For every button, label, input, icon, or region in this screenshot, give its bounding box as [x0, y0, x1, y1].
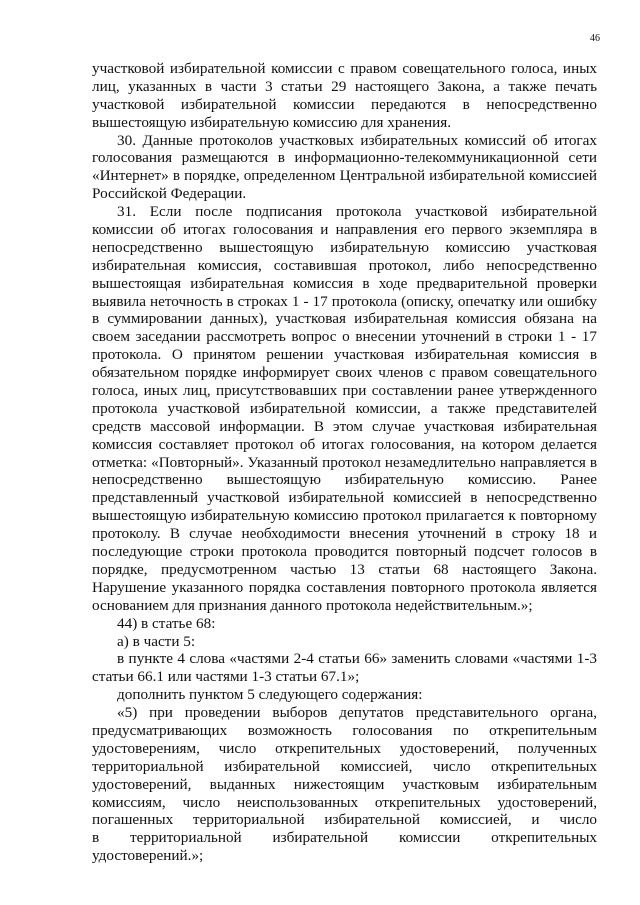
text-line: голосования размещаются в информационно-телекоммуникационной сети — [92, 149, 597, 167]
text-line: комиссии об итогах голосования и направления его первого экземпляра в — [92, 221, 597, 239]
text-line: основанием для признания данного протокола недействительным.»; — [92, 596, 533, 614]
text-line: территориальной избирательной комиссией, число открепительных — [92, 757, 597, 775]
text-line: 31. Если после подписания протокола участковой избирательной — [117, 203, 597, 221]
text-line: порядке, предусмотренном частью 13 статьи 68 настоящего Закона. — [92, 560, 597, 578]
text-line: протоколу. В случае необходимости внесения уточнений в строку 18 и — [92, 525, 597, 543]
text-line: погашенных территориальной избирательной комиссией, и число — [92, 811, 597, 829]
text-line: а) в части 5: — [117, 632, 196, 650]
text-line: средств массовой информации. В этом случае участковая избирательная — [92, 417, 597, 435]
text-line: вышестоящую избирательную комиссию для хранения. — [92, 113, 452, 131]
text-line: 30. Данные протоколов участковых избирательных комиссий об итогах — [117, 131, 597, 149]
text-line: предусматривающих возможность голосования по открепительным — [92, 721, 597, 739]
text-line: непосредственно вышестоящую избирательную комиссию. Ранее — [92, 471, 597, 489]
text-line: «5) при проведении выборов депутатов представительного органа, — [117, 704, 597, 722]
text-line: участковой избирательной комиссии передаются в непосредственно — [92, 95, 597, 113]
text-line: Российской Федерации. — [92, 185, 247, 203]
text-line: непосредственно вышестоящую избирательную комиссию участковая — [92, 238, 597, 256]
text-line: в пункте 4 слова «частями 2-4 статьи 66» заменить словами «частями 1-3 — [117, 650, 597, 668]
text-line: отметка: «Повторный». Указанный протокол незамедлительно направляется в — [92, 453, 597, 471]
page-number: 46 — [590, 33, 600, 44]
text-line: выявила неточность в строках 1 - 17 протокола (описку, опечатку или ошибку — [92, 292, 597, 310]
document-body — [92, 60, 597, 865]
text-line: протокола участковой избирательной комиссии, а также представителей — [92, 399, 597, 417]
text-line: в территориальной избирательной комиссии открепительных — [92, 829, 597, 847]
text-line: своем заседании рассмотреть вопрос о внесении уточнений в строки 1 - 17 — [92, 328, 597, 346]
text-line: Нарушение указанного порядка составления повторного протокола является — [92, 578, 597, 596]
text-line: последующие строки протокола проводится повторный подсчет голосов в — [92, 543, 597, 561]
text-line: «Интернет» в порядке, определенном Центральной избирательной комиссией — [92, 167, 597, 185]
text-line: удостоверений.»; — [92, 847, 204, 865]
text-line: удостоверений, выданных нижестоящим участковым избирательным — [92, 775, 597, 793]
text-line: комиссия составляет протокол об итогах голосования, на котором делается — [92, 435, 597, 453]
text-line: вышестоящую избирательную комиссию протокол прилагается к повторному — [92, 507, 597, 525]
text-line: удостоверениям, число открепительных удостоверений, полученных — [92, 739, 597, 757]
text-line: комиссиям, число неиспользованных открепительных удостоверений, — [92, 793, 597, 811]
text-line: статьи 66.1 или частями 1-3 статьи 67.1»; — [92, 668, 360, 686]
text-line: вышестоящая избирательная комиссия в ходе предварительной проверки — [92, 274, 597, 292]
text-line: голоса, иных лиц, присутствовавших при составлении ранее утвержденного — [92, 382, 597, 400]
text-line: обязательном порядке информирует своих членов с правом совещательного — [92, 364, 597, 382]
text-line: протокола. О принятом решении участковая избирательная комиссия в — [92, 346, 597, 364]
text-line: 44) в статье 68: — [117, 614, 216, 632]
text-line: представленный участковой избирательной комиссией в непосредственно — [92, 489, 597, 507]
text-line: участковой избирательной комиссии с правом совещательного голоса, иных — [92, 60, 597, 77]
text-line: в суммировании данных), участковая избирательная комиссия обязана на — [92, 310, 597, 328]
text-line: дополнить пунктом 5 следующего содержания: — [117, 686, 423, 704]
text-line: лиц, указанных в части 3 статьи 29 настоящего Закона, а также печать — [92, 77, 597, 95]
text-line: избирательная комиссия, составившая протокол, либо непосредственно — [92, 256, 597, 274]
